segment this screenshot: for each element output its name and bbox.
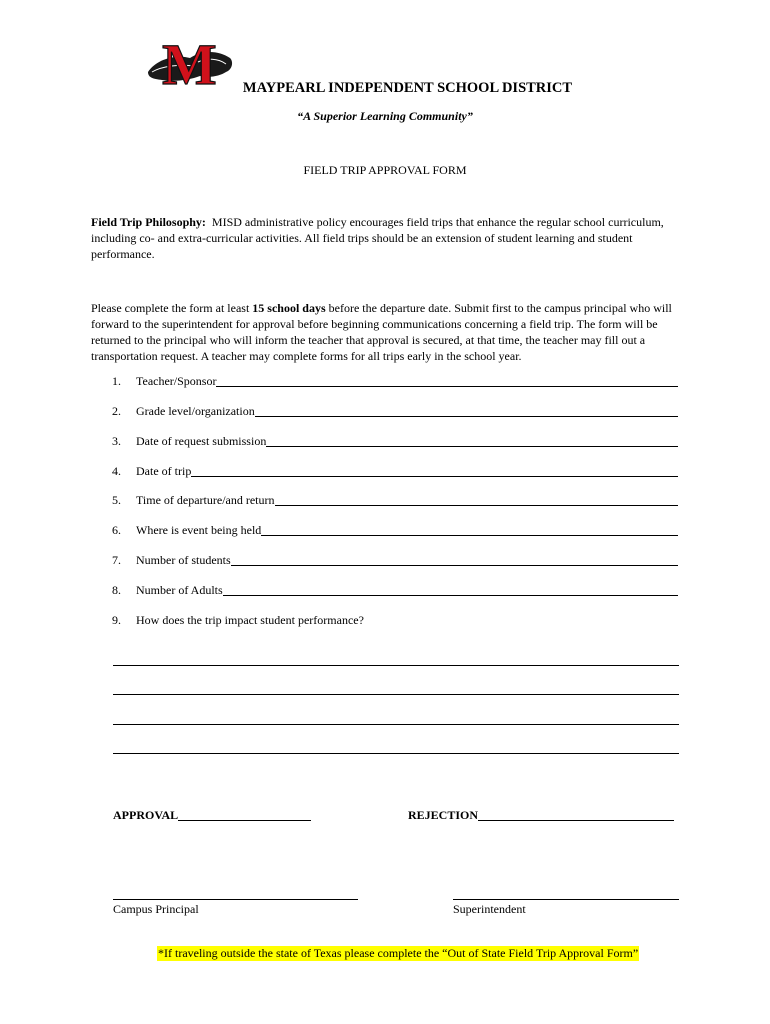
field-number-adults[interactable]: 8. Number of Adults xyxy=(112,582,678,598)
field-impact-question: 9. How does the trip impact student performance? xyxy=(112,613,364,627)
field-event-location[interactable]: 6. Where is event being held xyxy=(112,522,678,538)
superintendent-signature-line[interactable] xyxy=(453,899,679,900)
philosophy-paragraph xyxy=(91,214,681,262)
philosophy-text: MISD administrative policy encourages field trips that enhance the regular school curriculum, including co- and extra-curricular activities. All field trips should be an extension of student learning and student performance. xyxy=(91,215,664,261)
blank-line xyxy=(216,374,678,387)
blank-line xyxy=(261,523,678,536)
blank-line xyxy=(275,493,678,506)
field-grade-level[interactable]: 2. Grade level/organization xyxy=(112,403,678,419)
field-number-students[interactable]: 7. Number of students xyxy=(112,552,678,568)
field-departure-return[interactable]: 5. Time of departure/and return xyxy=(112,492,678,508)
response-line[interactable] xyxy=(113,753,679,754)
blank-line xyxy=(266,434,678,447)
field-request-date[interactable]: 3. Date of request submission xyxy=(112,433,678,449)
instructions-paragraph: Please complete the form at least 15 school days before the departure date. Submit first to the campus principal who will forward to the superintendent for approval before beginning communications concerning a field trip. The form will be returned to the principal who will inform the teacher that approval is secured, at that time, the teacher may fill out a transportation request. A teacher may complete forms for all trips early in the school year. xyxy=(91,301,672,363)
blank-line xyxy=(178,808,311,821)
rejection-field[interactable]: REJECTION xyxy=(408,807,674,823)
field-teacher-sponsor[interactable]: 1. Teacher/Sponsor xyxy=(112,373,678,389)
out-of-state-note: *If traveling outside the state of Texas please complete the “Out of State Field Trip Approval Form” xyxy=(158,946,639,960)
district-motto: “A Superior Learning Community” xyxy=(297,109,473,123)
blank-line xyxy=(478,808,674,821)
blank-line xyxy=(255,404,678,417)
blank-line xyxy=(231,553,678,566)
superintendent-caption: Superintendent xyxy=(453,902,526,916)
approval-field[interactable]: APPROVAL xyxy=(113,807,311,823)
response-line[interactable] xyxy=(113,724,679,725)
blank-line xyxy=(223,583,678,596)
deadline-emphasis: 15 school days xyxy=(252,301,326,315)
response-line[interactable] xyxy=(113,665,679,666)
response-line[interactable] xyxy=(113,694,679,695)
district-name: MAYPEARL INDEPENDENT SCHOOL DISTRICT xyxy=(242,80,573,96)
principal-caption: Campus Principal xyxy=(113,902,199,916)
philosophy-label: Field Trip Philosophy: xyxy=(91,215,206,229)
principal-signature-line[interactable] xyxy=(113,899,358,900)
logo-letter: M xyxy=(162,32,217,88)
blank-line xyxy=(191,464,678,477)
form-title: FIELD TRIP APPROVAL FORM xyxy=(303,163,467,177)
field-trip-date[interactable]: 4. Date of trip xyxy=(112,463,678,479)
